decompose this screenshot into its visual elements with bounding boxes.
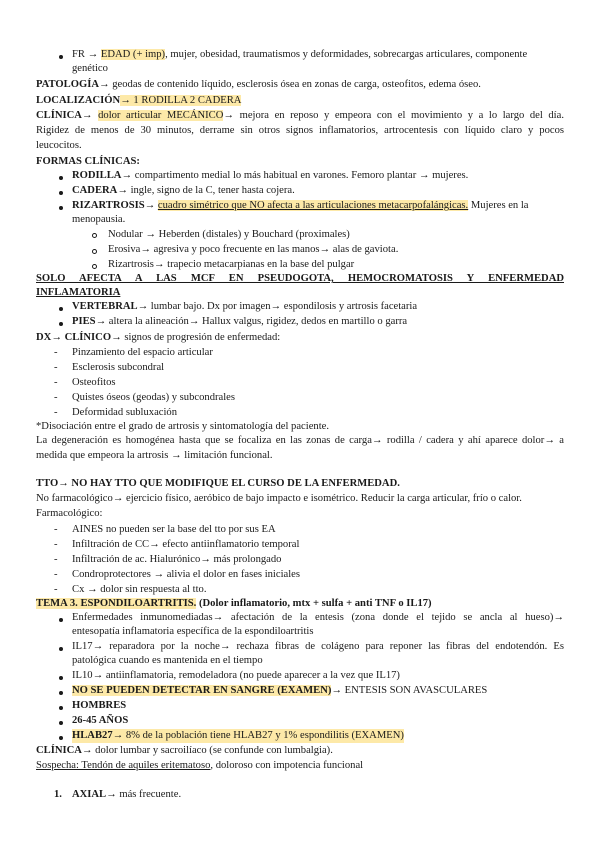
line-solo-afecta: SOLO AFECTA A LAS MCF EN PSEUDOGOTA, HEMOCROMATOSIS Y ENFERMEDAD (36, 273, 564, 284)
tto-item: Infiltración de ac. Hialurónico→ más prolongado (72, 554, 282, 565)
dx-item: Osteofitos (72, 377, 116, 388)
dash: - (54, 554, 58, 565)
bullet-dot (59, 706, 63, 710)
line-rizartrosis-sub: Rizartrosis→ trapecio metacarpianas en la base del pulgar (108, 259, 355, 270)
line-inflamatoria: INFLAMATORIA (36, 287, 121, 298)
tto-item: AINES no pueden ser la base del tto por sus EA (72, 524, 276, 535)
dash: - (54, 362, 58, 373)
line-clinica-espondilo: CLÍNICA→ dolor lumbar y sacroilíaco (se confunde con lumbalgia). (36, 745, 333, 756)
line-genetico: genético (72, 63, 108, 74)
line-localizacion: LOCALIZACIÓN→ 1 RODILLA 2 CADERA (36, 95, 242, 106)
line-degeneracion: La degeneración es homogénea hasta que se focaliza en las zonas de carga→ rodilla / cadera y ahí aparece dolor→ a (36, 435, 564, 446)
dx-item: Deformidad subluxación (72, 407, 178, 418)
line-cadera: CADERA→ ingle, signo de la C, tener hasta cojera. (72, 185, 295, 196)
bullet-dot (59, 736, 63, 740)
bullet-dot (59, 307, 63, 311)
dash: - (54, 524, 58, 535)
line-farmacologico: Farmacológico: (36, 508, 103, 519)
bullet-dot (59, 691, 63, 695)
line-erosiva: Erosiva→ agresiva y poco frecuente en las manos→ alas de gaviota. (108, 244, 399, 255)
bullet-dot (59, 206, 63, 210)
dash: - (54, 347, 58, 358)
line-edad: 26-45 AÑOS (72, 715, 129, 726)
line-il17: IL17→ reparadora por la noche→ rechaza fibras de colágeno para reponer las fibras del endotendón. Es (72, 641, 564, 652)
bullet-dot (59, 721, 63, 725)
dash: - (54, 377, 58, 388)
line-disociacion: *Disociación entre el grado de artrosis y sintomatología del paciente. (36, 421, 329, 432)
dx-item: Esclerosis subcondral (72, 362, 165, 373)
line-clinica: CLÍNICA→ dolor articular MECÁNICO→ mejora en reposo y empeora con el movimiento y a lo largo del día. (36, 110, 564, 121)
sub-bullet-circle (92, 264, 97, 269)
dx-item: Quistes óseos (geodas) y subcondrales (72, 392, 235, 403)
sub-bullet-circle (92, 249, 97, 254)
dash: - (54, 584, 58, 595)
line-il10: IL10→ antiinflamatoria, remodeladora (no puede aparecer a la vez que IL17) (72, 670, 400, 681)
line-patologica: patológica cuando es mantenida en el tiempo (72, 655, 263, 666)
line-leucocitos: leucocitos. (36, 140, 82, 151)
line-entesopatia: entesopatía inflamatoria específica de la espondiloartritis (72, 626, 314, 637)
line-no-farmacologico: No farmacológico→ ejercicio físico, aeróbico de bajo impacto e isométrico. Reducir la carga articular, frío o calor. (36, 493, 522, 504)
line-patologia: PATOLOGÍA→ geodas de contenido líquido, esclerosis ósea en zonas de carga, osteofitos, edema óseo. (36, 79, 481, 90)
bullet-dot (59, 55, 63, 59)
sub-bullet-circle (92, 233, 97, 238)
dash: - (54, 569, 58, 580)
line-nodular: Nodular → Heberden (distales) y Bouchard (proximales) (108, 229, 350, 240)
line-rodilla: RODILLA→ compartimento medial lo más habitual en varones. Femoro plantar → mujeres. (72, 170, 469, 181)
dash: - (54, 539, 58, 550)
bullet-dot (59, 618, 63, 622)
dash: - (54, 407, 58, 418)
bullet-dot (59, 191, 63, 195)
line-no-detectar: NO SE PUEDEN DETECTAR EN SANGRE (EXAMEN)→ ENTESIS SON AVASCULARES (72, 685, 488, 696)
heading-tto: TTO→ NO HAY TTO QUE MODIFIQUE EL CURSO DE LA ENFERMEDAD. (36, 478, 400, 489)
line-fr: FR → EDAD (+ imp), mujer, obesidad, traumatismos y deformidades, sobrecargas articulares, componente (72, 49, 528, 60)
tto-item: Cx → dolor sin respuesta al tto. (72, 584, 207, 595)
heading-formas-clinicas: FORMAS CLÍNICAS: (36, 156, 140, 167)
tto-item: Condroprotectores → alivia el dolor en fases iniciales (72, 569, 300, 580)
tto-item: Infiltración de CC→ efecto antiinflamatorio temporal (72, 539, 300, 550)
line-rizartrosis: RIZARTROSIS→ cuadro simétrico que NO afecta a las articulaciones metacarpofalángicas. Mujeres en la (72, 200, 529, 211)
line-rigidez: Rigidez de menos de 30 minutos, derrame sin otros signos inflamatorios, artrocentesis con líquido claro y pocos (36, 125, 564, 136)
bullet-dot (59, 322, 63, 326)
heading-tema3: TEMA 3. ESPONDILOARTRITIS. (Dolor inflamatorio, mtx + sulfa + anti TNF o IL17) (36, 598, 432, 609)
line-hlab27: HLAB27→ 8% de la población tiene HLAB27 y 1% espondilitis (EXAMEN) (72, 729, 404, 743)
line-hombres: HOMBRES (72, 700, 127, 711)
line-dx: DX→ CLÍNICO→ signos de progresión de enfermedad: (36, 332, 281, 343)
line-sospecha: Sospecha: Tendón de aquiles eritematoso, doloroso con impotencia funcional (36, 760, 364, 771)
line-vertebral: VERTEBRAL→ lumbar bajo. Dx por imagen→ espondilosis y artrosis facetaria (72, 301, 418, 312)
line-axial: 1. AXIAL→ más frecuente. (54, 789, 182, 800)
line-medida: medida que empeora la artrosis → limitación funcional. (36, 450, 273, 461)
line-inmunomediadas: Enfermedades inmunomediadas→ afectación de la entesis (zona donde el tejido se ancla al hueso)→ (72, 612, 564, 623)
bullet-dot (59, 676, 63, 680)
dash: - (54, 392, 58, 403)
line-menopausia: menopausia. (72, 214, 126, 225)
bullet-dot (59, 176, 63, 180)
dx-item: Pinzamiento del espacio articular (72, 347, 213, 358)
bullet-dot (59, 647, 63, 651)
line-pies: PIES→ altera la alineación→ Hallux valgus, rigidez, dedos en martillo o garra (72, 316, 408, 327)
